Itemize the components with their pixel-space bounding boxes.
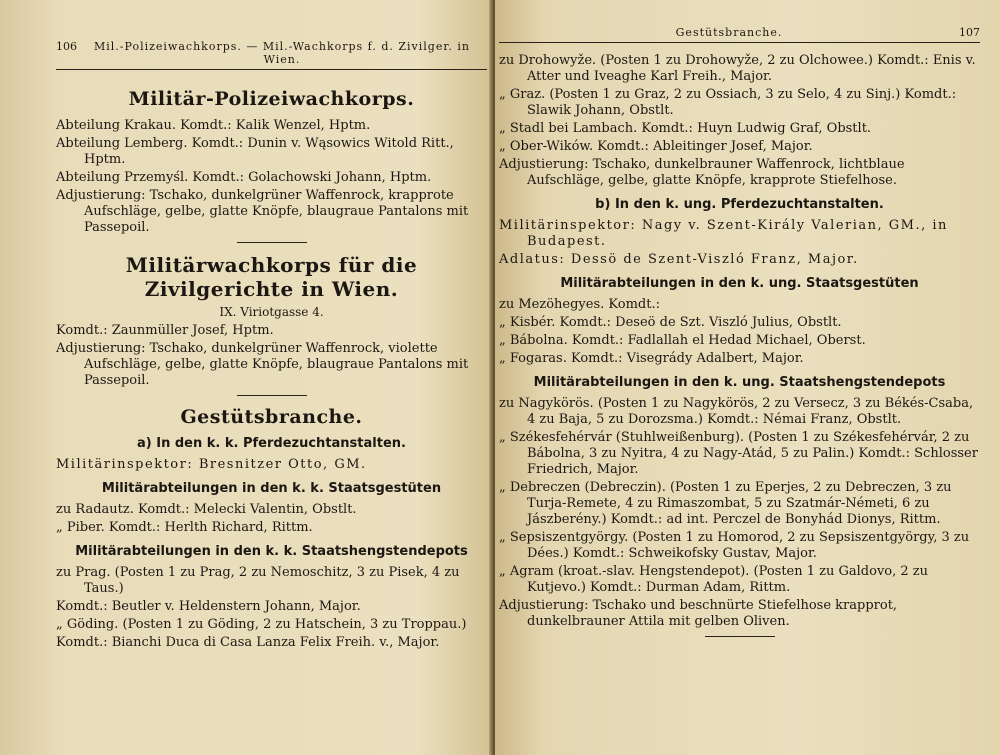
- entry-line: zu Mezöhegyes. Komdt.:: [499, 297, 660, 312]
- entry-line: „ Debreczen (Debreczin). (Posten 1 zu Eperjes, 2 zu Debreczen, 3 zu Turja-Remete, 4 zu Rimaszombat, 5 zu Szatmár-Németi, 6 zu Jászberény.) Komdt.: ad int. Perczel de Bonyhád Dionys, Rittm.: [499, 480, 952, 527]
- entry-line: „ Ober-Wików. Komdt.: Ableitinger Josef, Major.: [499, 139, 813, 154]
- right-running-title: Gestütsbranche.: [675, 26, 783, 39]
- entry-line: „ Bábolna. Komdt.: Fadlallah el Hedad Michael, Oberst.: [499, 333, 866, 348]
- entry-line: Adjustierung: Tschako, dunkelgrüner Waffenrock, krapprote Aufschläge, gelbe, glatte Knöpfe, blaugraue Pantalons mit Passepoil.: [56, 188, 469, 235]
- entry-line: zu Radautz. Komdt.: Melecki Valentin, Obstlt.: [56, 502, 357, 517]
- subheading-hengstendepots: Militärabteilungen in den k. ung. Staatshengstendepots: [533, 375, 946, 390]
- address: IX. Viriotgasse 4.: [219, 305, 324, 319]
- entry-line: zu Drohowyže. (Posten 1 zu Drohowyže, 2 zu Olchowee.) Komdt.: Enis v. Atter und Iveaghe Karl Freih., Major.: [499, 53, 976, 84]
- entry-line: Adjustierung: Tschako, dunkelbrauner Waffenrock, lichtblaue Aufschläge, gelbe, glatte Knöpfe, krapprote Stiefelhose.: [499, 157, 905, 188]
- adlatus-line: Adlatus: Dessö de Szent-Viszló Franz, Major.: [499, 252, 859, 267]
- entry-line: „ Székesfehérvár (Stuhlweißenburg). (Posten 1 zu Székesfehérvár, 2 zu Bábolna, 3 zu Nyitra, 4 zu Nagy-Atád, 5 zu Palin.) Komdt.: Schlosser Friedrich, Major.: [499, 430, 978, 477]
- entry-line: Abteilung Krakau. Komdt.: Kalik Wenzel, Hptm.: [56, 118, 371, 133]
- entry-line: Komdt.: Zaunmüller Josef, Hptm.: [56, 323, 274, 338]
- left-running-head: [56, 40, 487, 70]
- right-running-head: [499, 26, 980, 43]
- section-title-wachkorps: Militärwachkorps für die Zivilgerichte in Wien.: [125, 253, 418, 301]
- entry-line: „ Fogaras. Komdt.: Visegrády Adalbert, Major.: [499, 351, 804, 366]
- right-page: [495, 0, 1000, 755]
- entry-line: „ Agram (kroat.-slav. Hengstendepot). (Posten 1 zu Galdovo, 2 zu Kutjevo.) Komdt.: Durman Adam, Rittm.: [499, 564, 929, 595]
- entry-line: „ Kisbér. Komdt.: Deseö de Szt. Viszló Julius, Obstlt.: [499, 315, 842, 330]
- entry-line: „ Stadl bei Lambach. Komdt.: Huyn Ludwig Graf, Obstlt.: [499, 121, 872, 136]
- divider: [237, 242, 307, 243]
- entry-line: Komdt.: Bianchi Duca di Casa Lanza Felix Freih. v., Major.: [56, 635, 440, 650]
- inspector-line: Militärinspektor: Bresnitzer Otto, GM.: [56, 457, 367, 472]
- entry-line: Komdt.: Beutler v. Heldenstern Johann, Major.: [56, 599, 361, 614]
- inspector-line: Militärinspektor: Nagy v. Szent-Király Valerian, GM., in Budapest.: [499, 218, 948, 249]
- left-page-number: 106: [56, 40, 77, 53]
- left-running-title: Mil.-Polizeiwachkorps. — Mil.-Wachkorps f. d. Zivilger. in Wien.: [93, 40, 470, 66]
- entry-line: zu Prag. (Posten 1 zu Prag, 2 zu Nemoschitz, 3 zu Pisek, 4 zu Taus.): [56, 565, 460, 596]
- subheading-hengstendepots: Militärabteilungen in den k. k. Staatshengstendepots: [75, 544, 468, 559]
- entry-line: Adjustierung: Tschako und beschnürte Stiefelhose krapprot, dunkelbrauner Attila mit gelben Oliven.: [499, 598, 898, 629]
- section-title-gestuetsbranche: Gestütsbranche.: [180, 406, 363, 428]
- left-page: [0, 0, 493, 755]
- divider: [237, 395, 307, 396]
- section-title-polizeiwachkorps: Militär-Polizeiwachkorps.: [128, 88, 415, 110]
- entry-line: „ Sepsiszentgyörgy. (Posten 1 zu Homorod, 2 zu Sepsiszentgyörgy, 3 zu Dées.) Komdt.: Schweikofsky Gustav, Major.: [499, 530, 970, 561]
- subsection-title: b) In den k. ung. Pferdezuchtanstalten.: [595, 197, 884, 212]
- subsection-title: a) In den k. k. Pferdezuchtanstalten.: [137, 436, 406, 451]
- entry-line: Abteilung Przemyśl. Komdt.: Golachowski Johann, Hptm.: [56, 170, 432, 185]
- entry-line: „ Graz. (Posten 1 zu Graz, 2 zu Ossiach, 3 zu Selo, 4 zu Sinj.) Komdt.: Slawik Johann, Obstlt.: [499, 87, 957, 118]
- entry-line: Abteilung Lemberg. Komdt.: Dunin v. Wąsowics Witold Ritt., Hptm.: [56, 136, 454, 167]
- subheading-staatsgestuete: Militärabteilungen in den k. ung. Staatsgestüten: [560, 276, 919, 291]
- entry-line: „ Piber. Komdt.: Herlth Richard, Rittm.: [56, 520, 313, 535]
- subheading-staatsgestuete: Militärabteilungen in den k. k. Staatsgestüten: [101, 481, 442, 496]
- entry-line: Adjustierung: Tschako, dunkelgrüner Waffenrock, violette Aufschläge, gelbe, glatte Knöpfe, blaugraue Pantalons mit Passepoil.: [56, 341, 469, 388]
- right-page-number: 107: [959, 26, 980, 39]
- entry-line: „ Göding. (Posten 1 zu Göding, 2 zu Hatschein, 3 zu Troppau.): [56, 617, 467, 632]
- entry-line: zu Nagykörös. (Posten 1 zu Nagykörös, 2 zu Versecz, 3 zu Békés-Csaba, 4 zu Baja, 5 zu Dorozsma.) Komdt.: Némai Franz, Obstlt.: [499, 396, 974, 427]
- divider: [705, 636, 775, 637]
